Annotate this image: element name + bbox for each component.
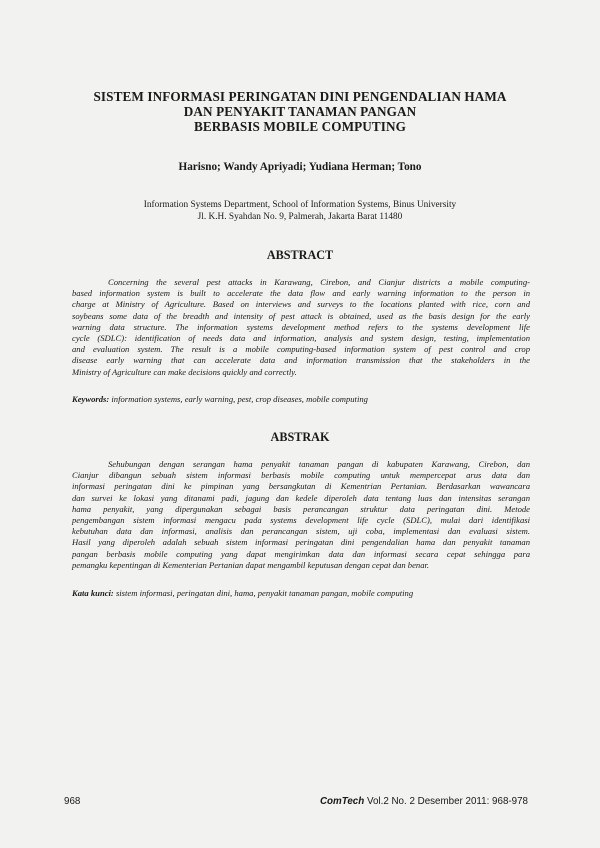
title-line: SISTEM INFORMASI PERINGATAN DINI PENGENDALIAN HAMA (93, 89, 507, 104)
abstrak-line: pemangku kepentingan di Kementerian Pertanian dapat mengambil keputusan dengan cepat dan benar. (72, 559, 430, 570)
journal-volume: Vol.2 No. 2 Desember 2011: 968-978 (364, 796, 528, 807)
journal-citation (320, 796, 528, 807)
abstract-heading: ABSTRACT (266, 248, 334, 262)
abstract-line: Ministry of Agriculture can make decisions quickly and correctly. (72, 366, 297, 377)
affiliation-line: Information Systems Department, School of Information Systems, Binus University (143, 200, 457, 210)
abstrak-line: kebutuhan data dan informasi, analisis dan perancangan sistem, uji coba, implementasi dan evaluasi sistem. (72, 526, 530, 537)
page-number: 968 (64, 796, 81, 807)
abstrak-line: dan survei ke lokasi yang ditanami padi, jagung dan kedele diperoleh data tentang luas dan intensitas serangan (72, 492, 530, 503)
abstract-line: cycle (SDLC): identification of needs data and information, analysis and system design, testing, implementation (72, 333, 530, 344)
author-list: Harisno; Wandy Apriyadi; Yudiana Herman; Tono (178, 161, 422, 173)
abstract-line: Concerning the several pest attacks in Karawang, Cirebon, and Cianjur districts a mobile computing- (108, 277, 530, 287)
abstract-line: warning data structure. The information systems development method refers to the systems development life (72, 321, 530, 332)
abstract-line: disease early warning that can accelerate data and information transmission that the stakeholders in the (72, 355, 530, 366)
affiliation-line: Jl. K.H. Syahdan No. 9, Palmerah, Jakarta Barat 11480 (197, 212, 403, 222)
affiliation (40, 199, 560, 223)
abstrak-heading: ABSTRAK (270, 430, 330, 444)
abstrak-body (72, 459, 530, 571)
keywords-value: information systems, early warning, pest, crop diseases, mobile computing (111, 394, 368, 404)
keywords-label: Keywords: (72, 394, 110, 404)
abstrak-line: Sehubungan dengan serangan hama penyakit tanaman pangan di kabupaten Karawang, Cirebon, dan (108, 459, 530, 469)
abstract-line: and evaluation system. The result is a mobile computing-based information system of pest control and crop (72, 344, 530, 355)
abstract-body (72, 277, 530, 378)
abstrak-line: Hasil yang diperoleh adalah sebuah sistem informasi peringatan dini pengendalian hama dan penyakit tanaman (72, 537, 530, 548)
paper-title (40, 89, 560, 134)
title-line: DAN PENYAKIT TANAMAN PANGAN (183, 104, 417, 119)
abstrak-line: pengembangan sistem informasi mengacu pada systems development life cycle (SDLC), mulai dari identifikasi (72, 515, 530, 526)
abstract-line: charge at Ministry of Agriculture. Based on interviews and surveys to the locations planted with rice, corn and (72, 299, 530, 310)
abstrak-line: informasi peringatan dini ke pimpinan yang bersangkutan di Kementrian Pertanian. Berdasarkan wawancara (72, 481, 530, 492)
kata-kunci-value: sistem informasi, peringatan dini, hama, penyakit tanaman pangan, mobile computing (115, 588, 414, 598)
abstract-line: soybeans some data of the breadth and intensity of pest attack is obtained, used as the basis design for the early (72, 310, 530, 321)
abstrak-line: Cianjur dibangun sebuah sistem informasi berbasis mobile computing untuk mempercepat arus data dan (72, 470, 530, 481)
abstract-line: based information system is built to accelerate the data flow and early warning information to the person in (72, 288, 530, 299)
kata-kunci-label: Kata kunci: (72, 588, 114, 598)
abstrak-keywords (72, 588, 530, 598)
abstrak-line: hama penyakit, yang dipergunakan sebagai basis perancangan struktur data peringatan dini. Metode (72, 503, 530, 514)
abstrak-line: pangan berbasis mobile computing yang dapat mengirimkan data dan informasi secara cepat sehingga para (72, 548, 530, 559)
journal-name: ComTech (319, 796, 365, 807)
abstract-keywords (72, 394, 530, 404)
title-line: BERBASIS MOBILE COMPUTING (193, 119, 407, 134)
